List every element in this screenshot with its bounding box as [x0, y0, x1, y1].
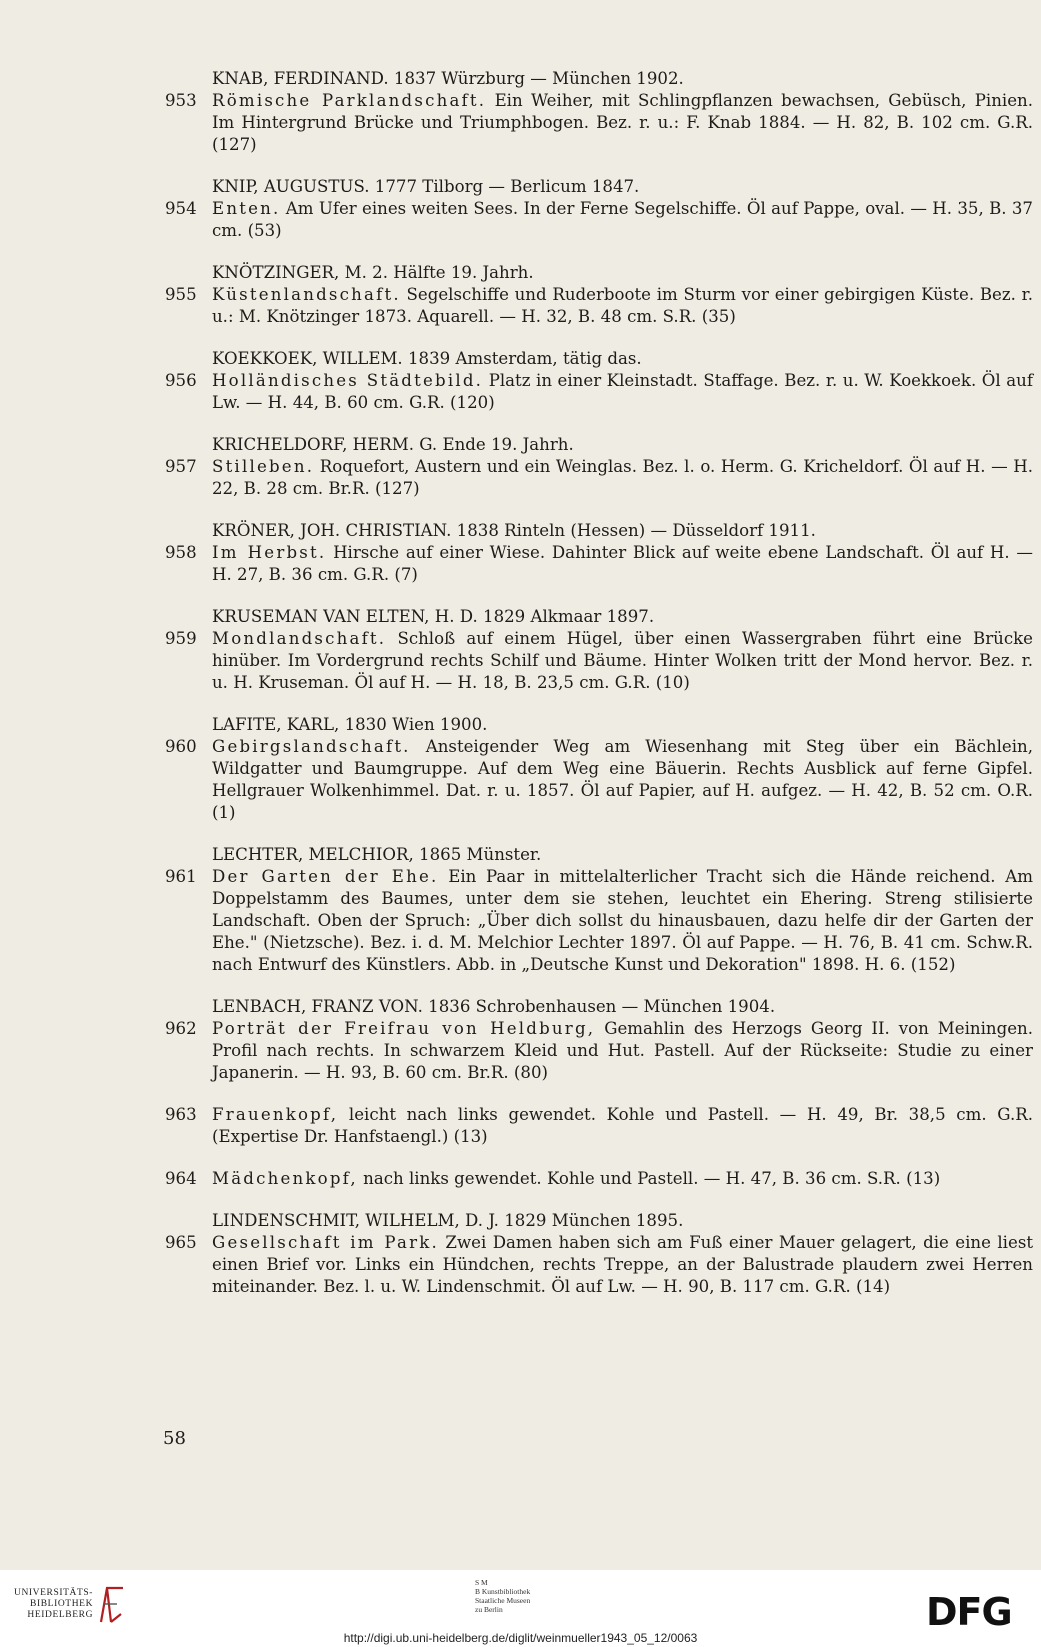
artist-block [165, 348, 1033, 414]
artist-heading: KNÖTZINGER, M. 2. Hälfte 19. Jahrh. [212, 263, 534, 282]
artwork-details: Segelschiffe und Ruderboote im Sturm vor einer gebirgigen Küste. Bez. r. u.: M. Knötzinger 1873. Aquarell. — H. 32, B. 48 cm. S.R. (35) [212, 285, 1033, 326]
artist-heading: KRICHELDORF, HERM. G. Ende 19. Jahrh. [212, 435, 574, 454]
artwork-title: Frauenkopf, [212, 1105, 339, 1124]
artwork-title: Enten. [212, 199, 281, 218]
artwork-title: Mondlandschaft. [212, 629, 387, 648]
catalog-entry [165, 1018, 1033, 1084]
artwork-details: Zwei Damen haben sich am Fuß einer Mauer gelagert, die eine liest einen Brief vor. Links ein Hündchen, rechts Treppe, an der Balustrade plaudern zwei Herren miteinander. Bez. l. u. W. Lindenschmit. Öl auf Lw. — H. 90, B. 117 cm. G.R. (14) [212, 1233, 1033, 1296]
catalog-entry [165, 866, 1033, 976]
lot-number: 953 [165, 91, 197, 110]
lot-number: 957 [165, 457, 197, 476]
artwork-details: Roquefort, Austern und ein Weinglas. Bez. l. o. Herm. G. Kricheldorf. Öl auf H. — H. 22, B. 28 cm. Br.R. (127) [212, 457, 1033, 498]
lot-number: 956 [165, 371, 197, 390]
source-url[interactable]: http://digi.ub.uni-heidelberg.de/diglit/weinmueller1943_05_12/0063 [343, 1631, 698, 1645]
lot-number: 964 [165, 1169, 197, 1188]
entry-description [212, 736, 1033, 824]
entry-description [212, 866, 1033, 976]
artist-block [165, 520, 1033, 586]
lot-number: 960 [165, 737, 197, 756]
artwork-title: Der Garten der Ehe. [212, 867, 439, 886]
lot-number: 955 [165, 285, 197, 304]
university-name: UNIVERSITÄTS- BIBLIOTHEK HEIDELBERG [14, 1587, 94, 1620]
entry-description [212, 1018, 1033, 1084]
artist-block [165, 262, 1033, 328]
catalog-list [165, 68, 1033, 1318]
entry-description [212, 456, 1033, 500]
artwork-title: Mädchenkopf, [212, 1169, 358, 1188]
entry-description [212, 542, 1033, 586]
catalog-entry [165, 1104, 1033, 1148]
artwork-title: Stilleben. [212, 457, 315, 476]
lot-number: 963 [165, 1105, 197, 1124]
artist-block [165, 68, 1033, 156]
entry-description [212, 1104, 1033, 1148]
artwork-details: leicht nach links gewendet. Kohle und Pastell. — H. 49, Br. 38,5 cm. G.R. (Expertise Dr. Hanfstaengl.) (13) [212, 1105, 1033, 1146]
catalog-entry [165, 1232, 1033, 1298]
dfg-logo[interactable]: DFG [926, 1590, 1012, 1634]
catalog-entry [165, 456, 1033, 500]
artwork-title: Küstenlandschaft. [212, 285, 401, 304]
university-emblem-icon [97, 1584, 127, 1624]
university-logo[interactable] [14, 1584, 127, 1624]
artist-block [165, 714, 1033, 824]
entry-description [212, 628, 1033, 694]
catalog-entry [165, 284, 1033, 328]
artist-block [165, 176, 1033, 242]
artwork-details: nach links gewendet. Kohle und Pastell. — H. 47, B. 36 cm. S.R. (13) [357, 1169, 941, 1188]
lot-number: 954 [165, 199, 197, 218]
artwork-details: Ein Weiher, mit Schlingpflanzen bewachsen, Gebüsch, Pinien. Im Hintergrund Brücke und Triumphbogen. Bez. r. u.: F. Knab 1884. — H. 82, B. 102 cm. G.R. (127) [212, 91, 1033, 154]
entry-description [212, 370, 1033, 414]
artist-heading: KOEKKOEK, WILLEM. 1839 Amsterdam, tätig das. [212, 349, 642, 368]
artist-heading: KNAB, FERDINAND. 1837 Würzburg — München 1902. [212, 69, 684, 88]
artist-heading: LECHTER, MELCHIOR, 1865 Münster. [212, 845, 542, 864]
artwork-details: Gemahlin des Herzogs Georg II. von Meiningen. Profil nach rechts. In schwarzem Kleid und Hut. Pastell. Auf der Rückseite: Studie zu einer Japanerin. — H. 93, B. 60 cm. Br.R. (80) [212, 1019, 1033, 1082]
catalog-entry [165, 370, 1033, 414]
artist-heading: LINDENSCHMIT, WILHELM, D. J. 1829 München 1895. [212, 1211, 684, 1230]
entry-description [212, 284, 1033, 328]
artwork-details: Am Ufer eines weiten Sees. In der Ferne Segelschiffe. Öl auf Pappe, oval. — H. 35, B. 37 cm. (53) [212, 199, 1033, 240]
lot-number: 958 [165, 543, 197, 562]
entry-description [212, 1232, 1033, 1298]
artist-heading: KRUSEMAN VAN ELTEN, H. D. 1829 Alkmaar 1897. [212, 607, 655, 626]
lot-number: 965 [165, 1233, 197, 1252]
artwork-title: Im Herbst. [212, 543, 327, 562]
catalog-entry [165, 90, 1033, 156]
artwork-details: Ansteigender Weg am Wiesenhang mit Steg über ein Bächlein, Wildgatter und Baumgruppe. Auf dem Weg eine Bäuerin. Rechts Ausblick auf ferne Gipfel. Hellgrauer Wolkenhimmel. Dat. r. u. 1857. Öl auf Papier, auf H. aufgez. — H. 42, B. 52 cm. O.R. (1) [212, 737, 1033, 822]
artwork-details: Schloß auf einem Hügel, über einen Wassergraben führt eine Brücke hinüber. Im Vordergrund rechts Schilf und Bäume. Hinter Wolken tritt der Mond hervor. Bez. r. u. H. Kruseman. Öl auf H. — H. 18, B. 23,5 cm. G.R. (10) [212, 629, 1033, 692]
artwork-title: Gesellschaft im Park. [212, 1233, 439, 1252]
page-number: 58 [163, 1428, 186, 1449]
artwork-title: Gebirgslandschaft. [212, 737, 411, 756]
artist-block [165, 434, 1033, 500]
catalog-entry [165, 628, 1033, 694]
catalog-entry [165, 542, 1033, 586]
lot-number: 959 [165, 629, 197, 648]
artist-block [165, 1210, 1033, 1298]
artwork-title: Porträt der Freifrau von Heldburg, [212, 1019, 596, 1038]
catalog-entry [165, 1168, 1033, 1190]
artwork-details: Platz in einer Kleinstadt. Staffage. Bez. r. u. W. Koekkoek. Öl auf Lw. — H. 44, B. 60 cm. G.R. (120) [212, 371, 1033, 412]
artwork-title: Holländisches Städtebild. [212, 371, 484, 390]
artwork-title: Römische Parklandschaft. [212, 91, 487, 110]
artist-block [165, 606, 1033, 694]
lot-number: 961 [165, 867, 197, 886]
artist-heading: LENBACH, FRANZ VON. 1836 Schrobenhausen — München 1904. [212, 997, 776, 1016]
kunstbibliothek-logo[interactable]: S M B Kunstbibliothek Staatliche Museen zu Berlin [475, 1578, 531, 1614]
catalog-entry [165, 736, 1033, 824]
lot-number: 962 [165, 1019, 197, 1038]
entry-description [212, 1168, 1033, 1190]
artwork-details: Hirsche auf einer Wiese. Dahinter Blick auf weite ebene Landschaft. Öl auf H. — H. 27, B. 36 cm. G.R. (7) [212, 543, 1033, 584]
artist-block [165, 844, 1033, 976]
artist-heading: KRÖNER, JOH. CHRISTIAN. 1838 Rinteln (Hessen) — Düsseldorf 1911. [212, 521, 816, 540]
artwork-details: Ein Paar in mittelalterlicher Tracht sich die Hände reichend. Am Doppelstamm des Baumes, unter dem sie stehen, leuchtet ein Ehering. Streng stilisierte Landschaft. Oben der Spruch: „Über dich sollst du hinausbauen, dazu helfe dir der Garten der Ehe." (Nietzsche). Bez. i. d. M. Melchior Lechter 1897. Öl auf Pappe. — H. 76, B. 41 cm. Schw.R. nach Entwurf des Künstlers. Abb. in „Deutsche Kunst und Dekoration" 1898. H. 6. (152) [212, 867, 1033, 974]
entry-description [212, 198, 1033, 242]
artist-block [165, 996, 1033, 1190]
artist-heading: LAFITE, KARL, 1830 Wien 1900. [212, 715, 488, 734]
artist-heading: KNIP, AUGUSTUS. 1777 Tilborg — Berlicum 1847. [212, 177, 640, 196]
entry-description [212, 90, 1033, 156]
catalog-entry [165, 198, 1033, 242]
